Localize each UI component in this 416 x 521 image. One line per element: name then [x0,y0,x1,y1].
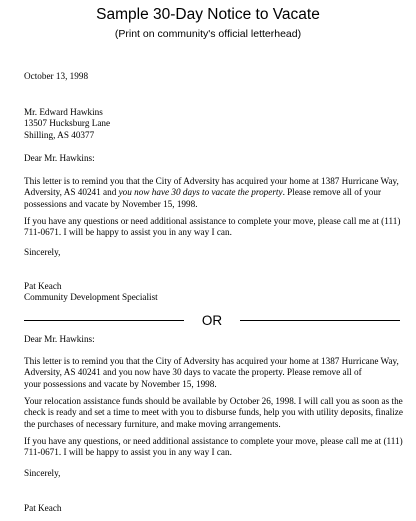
paragraph-text: . Please remove all of your [282,187,382,198]
paragraph-text: Adversity, AS 40241 and [24,187,119,198]
recipient-street: 13507 Hucksburg Lane [24,118,111,129]
letter-date: October 13, 1998 [24,71,89,81]
paragraph-line: If you have any questions or need additional assistance to complete your move, please call me at (111) [24,216,401,226]
paragraph-text: Adversity, AS 40241 and you now have 30 days to vacate the property [24,367,283,378]
page-subtitle: (Print on community's official letterhead) [114,28,302,40]
divider-line-left [24,320,184,321]
paragraph-notice [24,176,400,210]
paragraph-line: If you have any questions, or need additional assistance to complete your move, please call me at (111) [24,436,403,446]
divider-line-right [240,320,400,321]
recipient-name: Mr. Edward Hawkins [24,107,103,117]
page-title: Sample 30-Day Notice to Vacate [96,6,320,23]
paragraph-contact [24,216,400,239]
paragraph-line: 711-0671. I will be happy to assist you in any way I can. [24,447,232,458]
or-divider-label: OR [201,313,223,328]
signer-title: Community Development Specialist [24,292,158,303]
signer-name: Pat Keach [24,503,62,513]
closing: Sincerely, [24,468,61,478]
paragraph-line: Your relocation assistance funds should be available by October 26, 1998. I will call you as soon as the [24,396,403,406]
paragraph-contact [24,436,403,459]
paragraph-line [24,367,400,378]
paragraph-line: This letter is to remind you that the City of Adversity has acquired your home at 1387 Hurricane Way, [24,176,399,186]
paragraph-relocation [24,396,403,430]
recipient-address [24,107,400,141]
paragraph-line [24,187,400,198]
paragraph-line: check is ready and set a time to meet with you to disburse funds, help you with utility deposits, finalize [24,407,403,418]
closing: Sincerely, [24,247,61,257]
salutation: Dear Mr. Hawkins: [24,334,95,344]
signature-block [24,281,400,304]
salutation: Dear Mr. Hawkins: [24,153,95,163]
paragraph-line: the purchases of necessary furniture, and make moving arrangements. [24,418,281,429]
paragraph-line: possessions and vacate by November 15, 1998. [24,198,198,209]
signer-name: Pat Keach [24,281,62,291]
paragraph-line: This letter is to remind you that the City of Adversity has acquired your home at 1387 Hurricane Way, [24,356,399,366]
paragraph-line: your possessions and vacate by November 15, 1998. [24,378,217,389]
paragraph-line: 711-0671. I will be happy to assist you in any way I can. [24,227,232,238]
paragraph-text: . Please remove all of [282,367,362,378]
emphasis-text: you now have 30 days to vacate the property [118,187,283,198]
recipient-city: Shilling, AS 40377 [24,129,95,140]
paragraph-notice [24,356,400,390]
